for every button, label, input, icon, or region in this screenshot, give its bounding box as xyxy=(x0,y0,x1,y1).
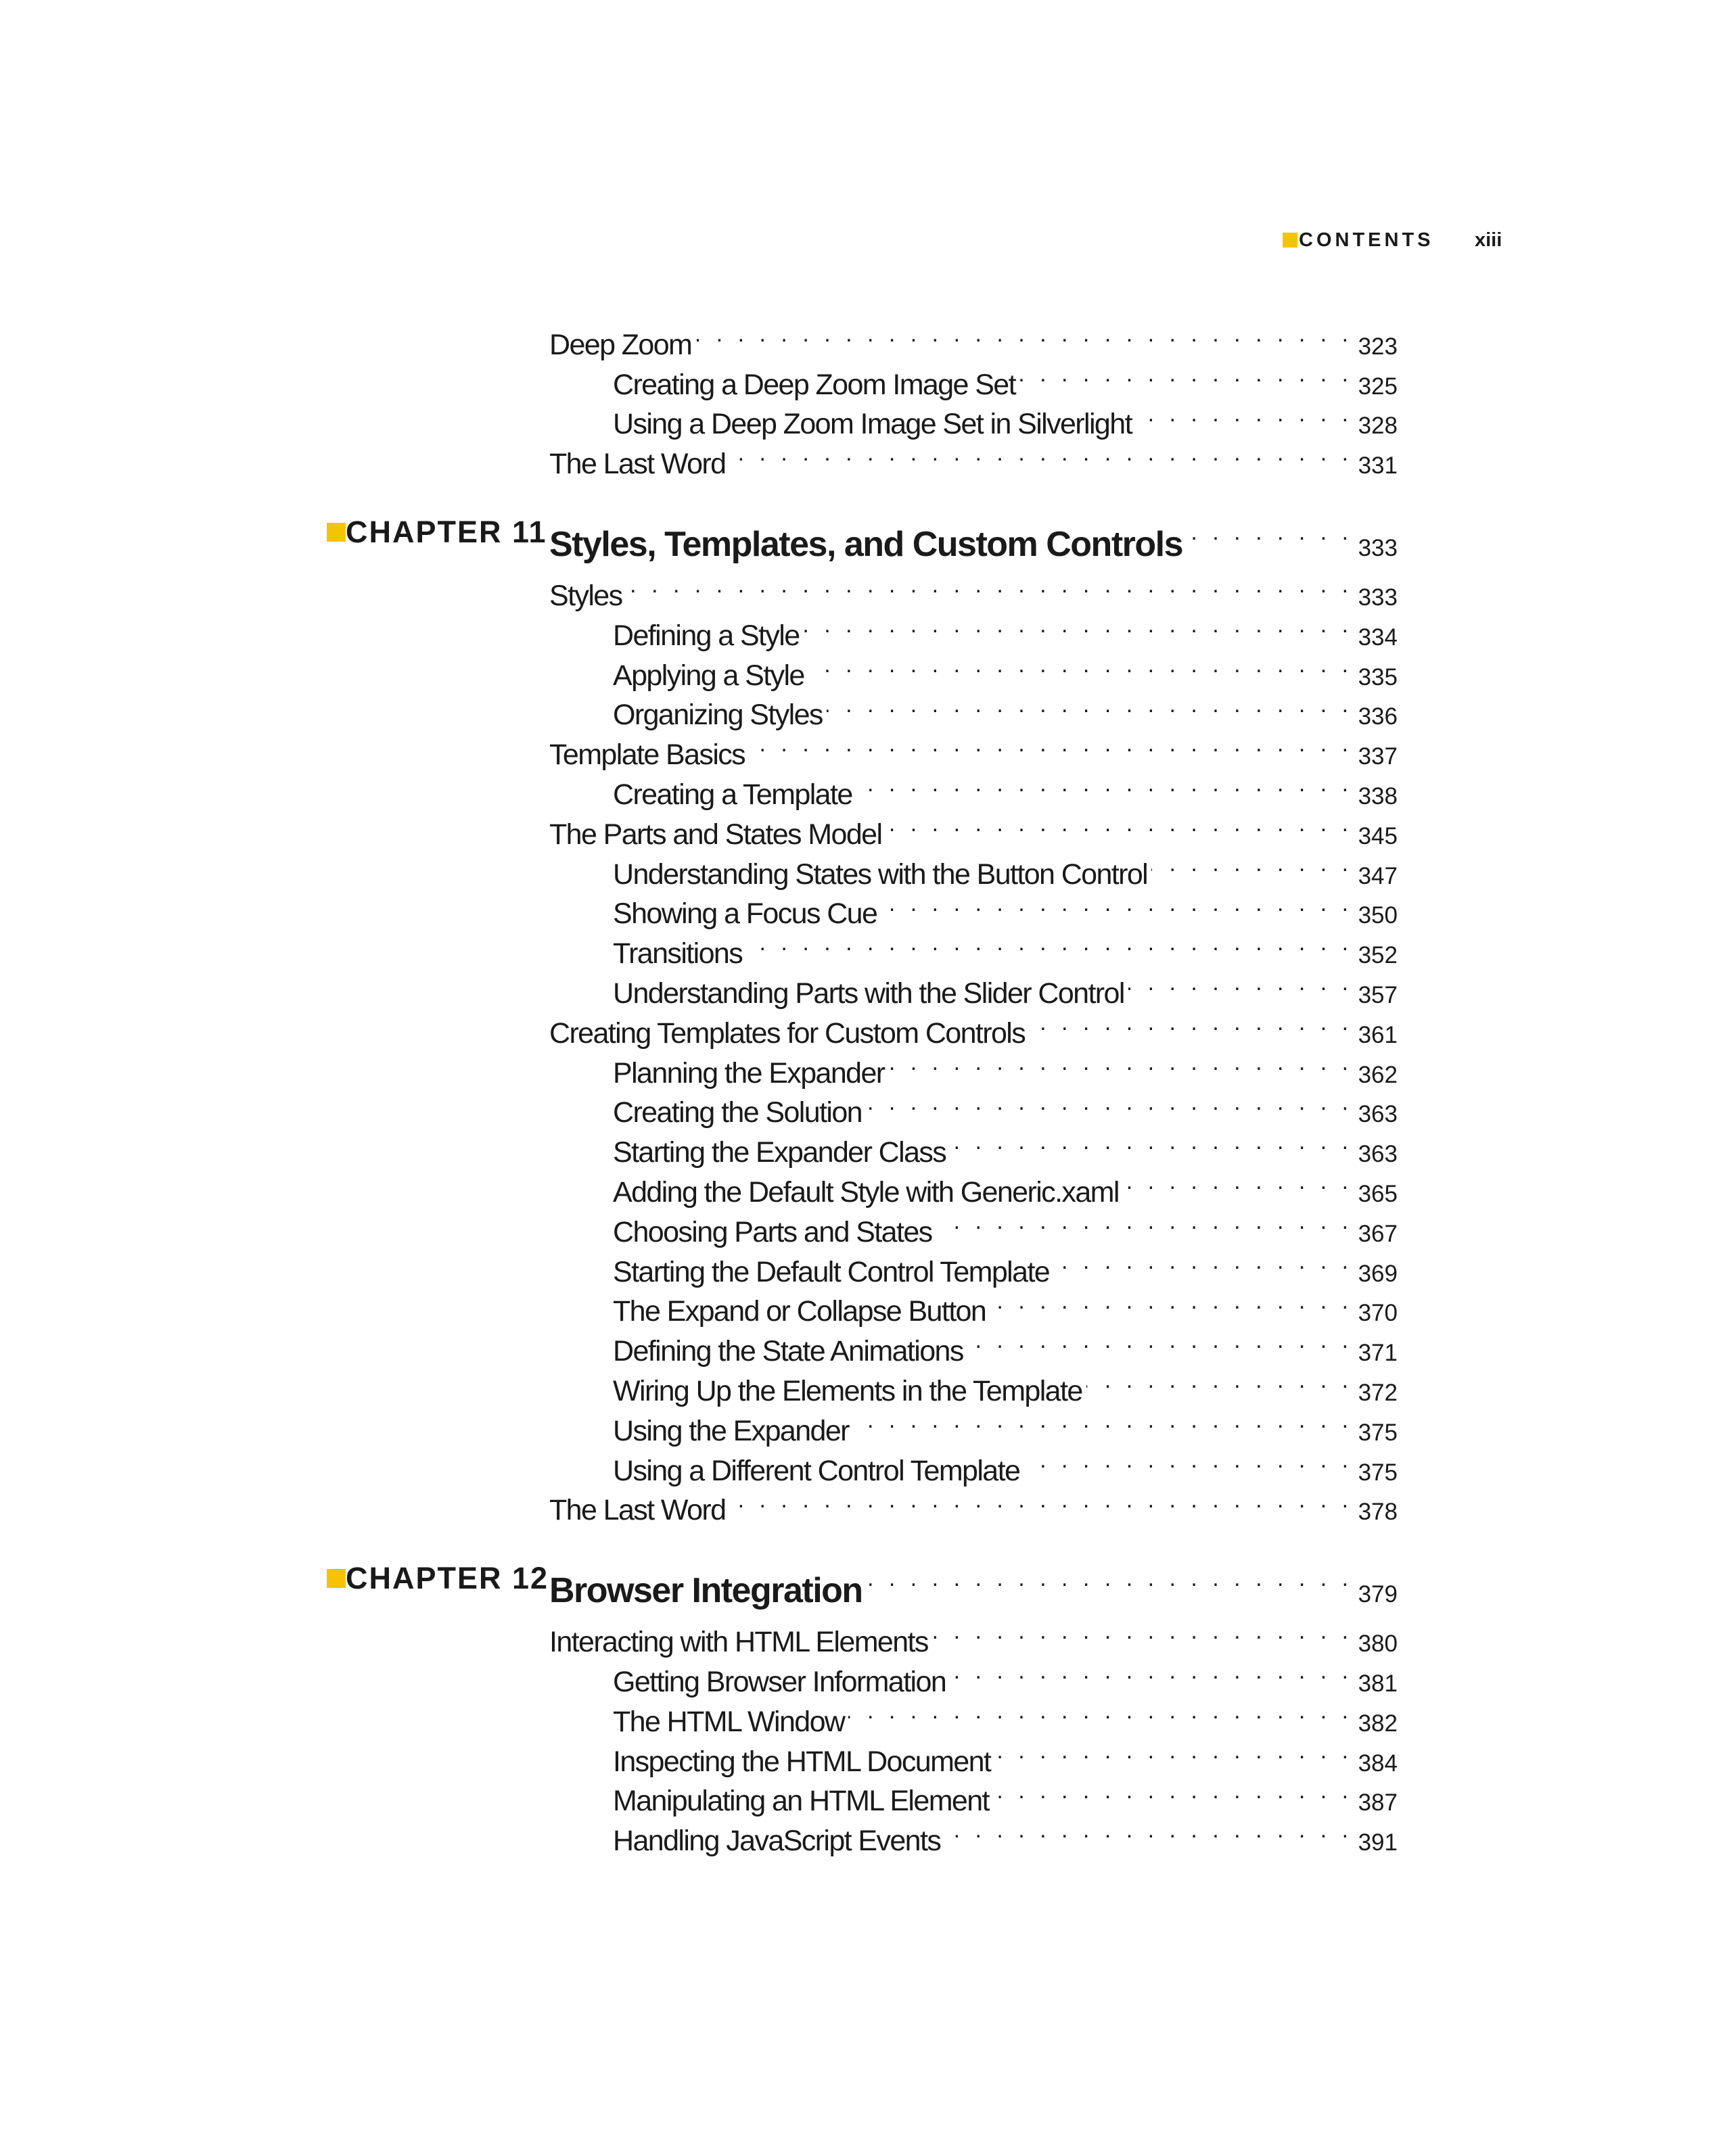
toc-section-entry[interactable] xyxy=(549,724,1398,772)
dot-leader xyxy=(808,645,1353,685)
chapter-page: 333 xyxy=(1358,535,1398,562)
toc-entry-label: Starting the Default Control Template xyxy=(613,1255,1050,1288)
toc-entry-page: 325 xyxy=(1358,373,1398,400)
toc-entry-page: 345 xyxy=(1358,822,1398,849)
dot-leader xyxy=(994,1731,1352,1771)
toc-entry-label: Deep Zoom xyxy=(549,328,692,361)
toc-entry-label: Planning the Expander xyxy=(613,1056,885,1089)
dot-leader xyxy=(967,1321,1353,1361)
dot-leader xyxy=(1019,354,1353,394)
toc-entry-label: Handling JavaScript Events xyxy=(613,1825,941,1858)
toc-subsection-entry[interactable] xyxy=(613,1122,1398,1169)
toc-entry-page: 337 xyxy=(1358,743,1398,770)
toc-entry-page: 370 xyxy=(1358,1300,1398,1327)
toc-subsection-entry[interactable] xyxy=(613,1810,1398,1858)
dot-leader xyxy=(1024,1440,1352,1480)
chapter-label xyxy=(327,1555,549,1602)
running-head-label: CONTENTS xyxy=(1299,229,1434,251)
dot-leader xyxy=(1136,394,1353,434)
toc-entry-page: 391 xyxy=(1358,1829,1398,1856)
toc-subsection-entry[interactable] xyxy=(613,645,1398,692)
chapter-page: 379 xyxy=(1358,1581,1398,1608)
toc-entry-label: Creating Templates for Custom Controls xyxy=(549,1016,1026,1050)
toc-entry-label: The Parts and States Model xyxy=(549,818,882,851)
dot-leader xyxy=(1029,1003,1352,1043)
dot-leader xyxy=(827,685,1353,725)
toc-entry-page: 333 xyxy=(1358,584,1398,611)
toc-entry-label: Adding the Default Style with Generic.xaml xyxy=(613,1175,1119,1209)
dot-leader xyxy=(866,1083,1353,1123)
dot-leader xyxy=(1053,1242,1352,1282)
toc-entry-page: 334 xyxy=(1358,624,1398,651)
toc-entry-page: 338 xyxy=(1358,782,1398,810)
dot-leader xyxy=(990,1282,1352,1321)
dot-leader xyxy=(853,1401,1353,1440)
toc-section-entry[interactable] xyxy=(549,433,1398,481)
dot-leader xyxy=(950,1651,1352,1691)
toc-entry-page: 347 xyxy=(1358,862,1398,889)
leading-entries xyxy=(0,314,1725,481)
dot-leader xyxy=(1151,844,1352,884)
toc-entry-page: 323 xyxy=(1358,333,1398,360)
chapter-block xyxy=(0,1548,1725,1858)
dot-leader xyxy=(848,1691,1352,1731)
toc-entry-label: Template Basics xyxy=(549,739,745,772)
toc-entry-page: 387 xyxy=(1358,1789,1398,1817)
chapter-title-row xyxy=(549,509,1398,565)
toc-subsection-entry[interactable] xyxy=(613,394,1398,441)
toc-subsection-entry[interactable] xyxy=(613,1651,1398,1698)
toc-entry-page: 372 xyxy=(1358,1379,1398,1406)
dot-leader xyxy=(993,1771,1353,1811)
dot-leader xyxy=(746,923,1352,963)
toc-entry-label: Creating the Solution xyxy=(613,1096,862,1129)
dot-leader xyxy=(1086,1361,1353,1401)
toc-entry-label: Getting Browser Information xyxy=(613,1665,946,1698)
yellow-square-marker xyxy=(1283,233,1297,248)
toc-entry-label: Transitions xyxy=(613,937,743,970)
toc-subsection-entry[interactable] xyxy=(613,764,1398,811)
toc-entry-page: 331 xyxy=(1358,452,1398,479)
toc-subsection-entry[interactable] xyxy=(613,685,1398,732)
chapter-number: CHAPTER 11 xyxy=(346,515,547,550)
dot-leader xyxy=(856,764,1353,804)
toc-section-entry[interactable] xyxy=(549,804,1398,851)
dot-leader xyxy=(729,1480,1352,1520)
toc-entry-page: 369 xyxy=(1358,1260,1398,1287)
toc-entry-label: Choosing Parts and States xyxy=(613,1215,932,1248)
toc-subsection-entry[interactable] xyxy=(613,1401,1398,1447)
dot-leader xyxy=(749,724,1353,764)
toc-entry-label: Creating a Deep Zoom Image Set xyxy=(613,368,1015,401)
toc-entry-page: 357 xyxy=(1358,981,1398,1008)
toc-entry-label: Using the Expander xyxy=(613,1414,849,1447)
dot-leader xyxy=(950,1122,1352,1162)
toc-entry-page: 378 xyxy=(1358,1499,1398,1526)
toc-entry-label: Creating a Template xyxy=(613,778,852,811)
toc-entry-label: Defining a Style xyxy=(613,619,800,652)
chapter-label xyxy=(327,509,547,556)
toc-entry-label: Organizing Styles xyxy=(613,699,823,732)
dot-leader xyxy=(932,1612,1353,1651)
dot-leader xyxy=(867,1555,1353,1602)
toc-section-entry[interactable] xyxy=(549,1480,1398,1527)
toc-subsection-entry[interactable] xyxy=(613,605,1398,652)
dot-leader xyxy=(626,565,1353,605)
toc-entry-label: Showing a Focus Cue xyxy=(613,897,877,931)
toc-subsection-entry[interactable] xyxy=(613,1043,1398,1089)
toc-entry-page: 328 xyxy=(1358,413,1398,440)
toc-entry-label: Using a Deep Zoom Image Set in Silverlight xyxy=(613,408,1132,441)
dot-leader xyxy=(804,605,1353,645)
toc-section-entry[interactable] xyxy=(549,314,1398,361)
toc-subsection-entry[interactable] xyxy=(613,354,1398,401)
toc-subsection-entry[interactable] xyxy=(613,844,1398,891)
dot-leader xyxy=(695,314,1352,354)
toc-entry-page: 380 xyxy=(1358,1631,1398,1658)
dot-leader xyxy=(1187,509,1353,556)
chapter-heading[interactable] xyxy=(0,502,1725,563)
toc-entry-page: 381 xyxy=(1358,1670,1398,1697)
toc-section-entry[interactable] xyxy=(549,565,1398,612)
toc-entry-label: Understanding States with the Button Control xyxy=(613,858,1148,891)
toc-entry-label: Using a Different Control Template xyxy=(613,1454,1020,1487)
dot-leader xyxy=(936,1202,1353,1242)
toc-entry-page: 382 xyxy=(1358,1710,1398,1737)
chapter-title-row xyxy=(549,1555,1398,1611)
toc-subsection-entry[interactable] xyxy=(613,1691,1398,1738)
toc-entry-page: 336 xyxy=(1358,703,1398,730)
toc-subsection-entry[interactable] xyxy=(613,963,1398,1010)
yellow-square-marker xyxy=(327,1569,346,1588)
toc-entry-page: 363 xyxy=(1358,1141,1398,1168)
chapter-title: Styles, Templates, and Custom Controls xyxy=(549,525,1183,565)
toc-section-entry[interactable] xyxy=(549,1612,1398,1659)
toc-entry-page: 375 xyxy=(1358,1459,1398,1486)
toc-entry-label: The Last Word xyxy=(549,448,726,481)
toc-entry-page: 371 xyxy=(1358,1340,1398,1367)
toc-entry-label: Defining the State Animations xyxy=(613,1335,963,1368)
toc-subsection-entry[interactable] xyxy=(613,1440,1398,1487)
dot-leader xyxy=(889,1043,1353,1083)
dot-leader xyxy=(881,884,1352,924)
toc-entry-page: 363 xyxy=(1358,1101,1398,1128)
toc-entry-page: 335 xyxy=(1358,663,1398,690)
page-number: xiii xyxy=(1475,229,1502,251)
toc-entry-label: The HTML Window xyxy=(613,1705,845,1738)
toc-subsection-entry[interactable] xyxy=(613,1361,1398,1407)
toc-entry-page: 352 xyxy=(1358,942,1398,969)
toc-entry-label: Manipulating an HTML Element xyxy=(613,1785,989,1818)
dot-leader xyxy=(944,1810,1352,1850)
toc-entry-label: Interacting with HTML Elements xyxy=(549,1626,928,1659)
toc-entry-label: The Expand or Collapse Button xyxy=(613,1295,986,1328)
toc-entry-page: 367 xyxy=(1358,1220,1398,1247)
toc-subsection-entry[interactable] xyxy=(613,1202,1398,1248)
toc-subsection-entry[interactable] xyxy=(613,1282,1398,1328)
toc-subsection-entry[interactable] xyxy=(613,923,1398,970)
dot-leader xyxy=(886,804,1352,844)
toc-subsection-entry[interactable] xyxy=(613,884,1398,931)
toc-entry-page: 350 xyxy=(1358,902,1398,929)
chapter-title: Browser Integration xyxy=(549,1571,862,1611)
chapter-block xyxy=(0,502,1725,1527)
toc-entry-page: 361 xyxy=(1358,1021,1398,1048)
toc-entry-page: 365 xyxy=(1358,1180,1398,1207)
toc-section-entry[interactable] xyxy=(549,1003,1398,1050)
toc-entry-label: Starting the Expander Class xyxy=(613,1136,946,1169)
toc-entry-label: Applying a Style xyxy=(613,659,804,692)
toc-entry-page: 375 xyxy=(1358,1419,1398,1446)
toc-entry-label: Inspecting the HTML Document xyxy=(613,1745,991,1778)
dot-leader xyxy=(729,433,1352,473)
toc-entry-label: Wiring Up the Elements in the Template xyxy=(613,1374,1082,1407)
toc-subsection-entry[interactable] xyxy=(613,1083,1398,1129)
chapter-entries xyxy=(0,565,1725,1527)
dot-leader xyxy=(1123,1162,1353,1202)
toc-subsection-entry[interactable] xyxy=(613,1321,1398,1368)
toc-subsection-entry[interactable] xyxy=(613,1731,1398,1778)
yellow-square-marker xyxy=(327,523,346,542)
chapter-heading[interactable] xyxy=(0,1548,1725,1609)
toc-entry-label: Understanding Parts with the Slider Control xyxy=(613,977,1124,1010)
toc-entry-page: 362 xyxy=(1358,1061,1398,1088)
dot-leader xyxy=(1128,963,1353,1003)
toc-entry-page: 384 xyxy=(1358,1750,1398,1777)
toc-subsection-entry[interactable] xyxy=(613,1771,1398,1818)
toc-entry-label: Styles xyxy=(549,579,622,612)
running-head xyxy=(1283,227,1434,254)
toc-subsection-entry[interactable] xyxy=(613,1242,1398,1288)
table-of-contents xyxy=(0,314,1725,1858)
chapter-number: CHAPTER 12 xyxy=(346,1561,549,1596)
toc-entry-label: The Last Word xyxy=(549,1494,726,1527)
toc-subsection-entry[interactable] xyxy=(613,1162,1398,1209)
chapter-entries xyxy=(0,1612,1725,1858)
